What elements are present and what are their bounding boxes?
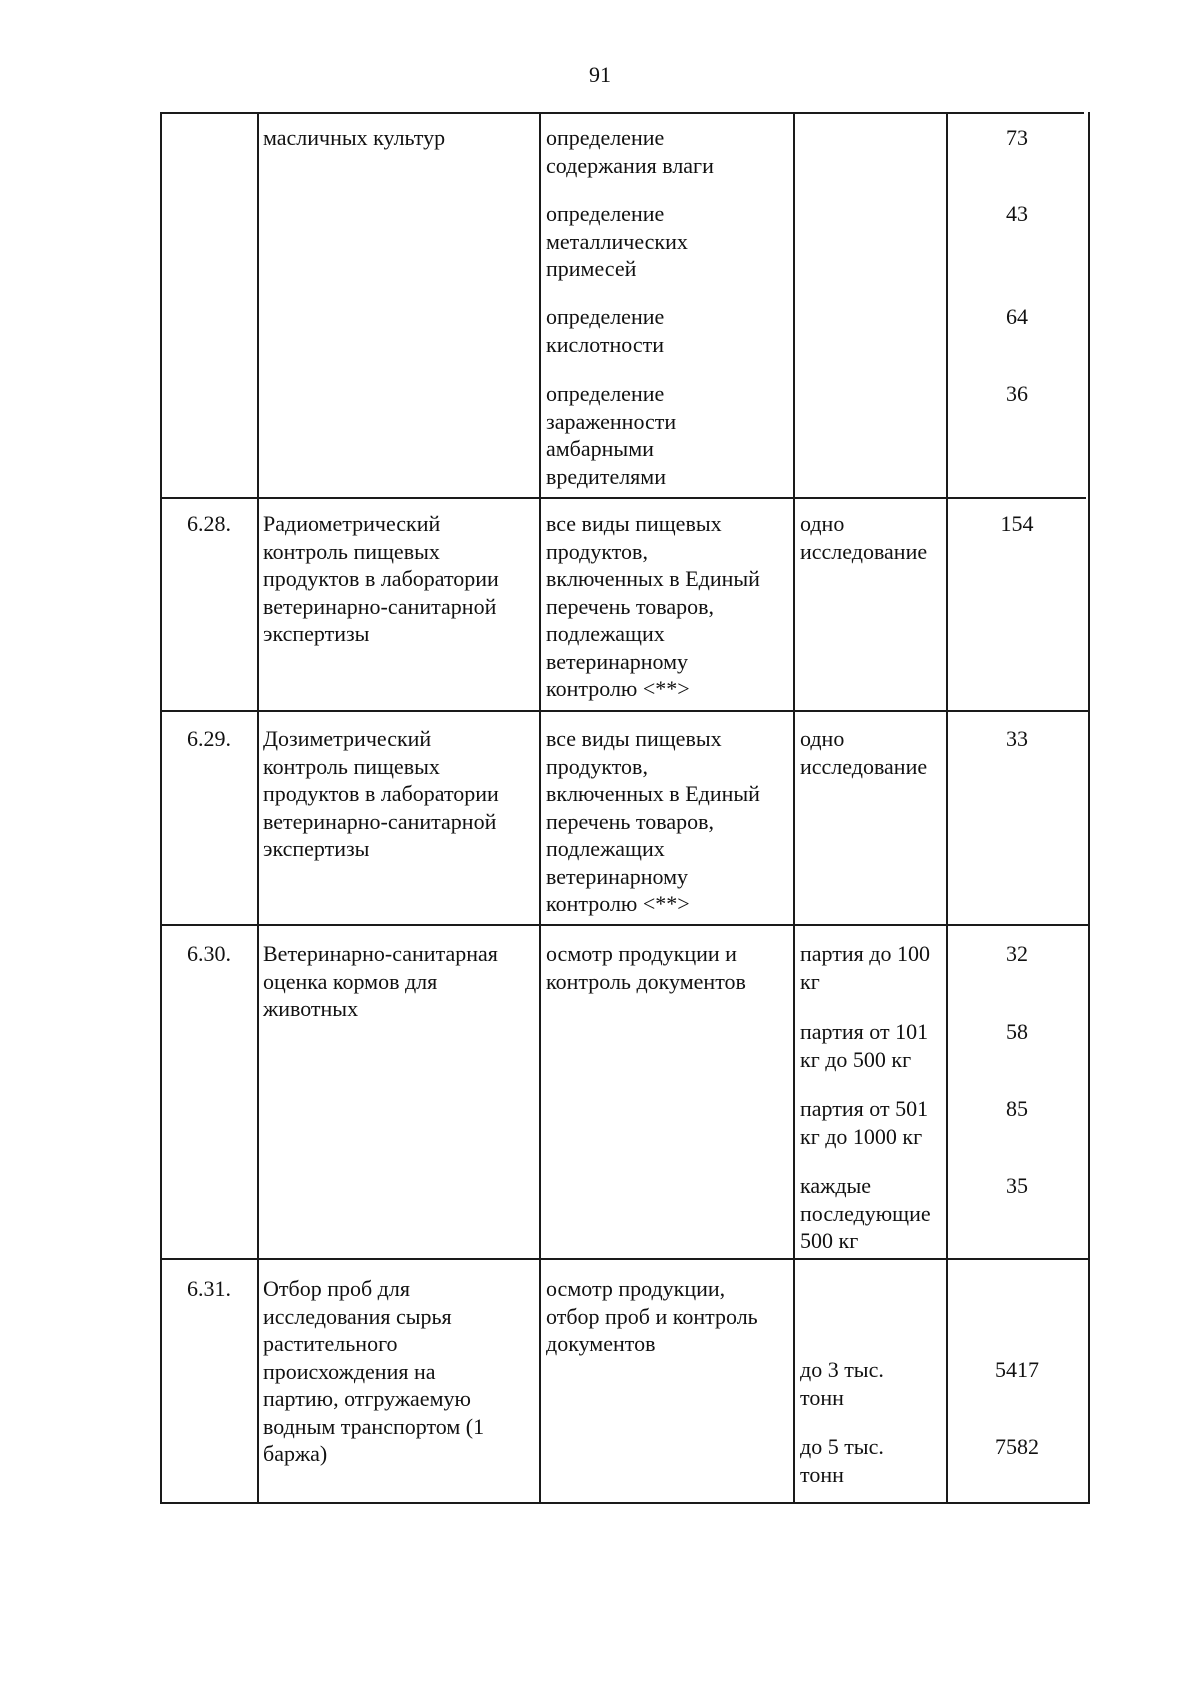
item-unit: одно исследование	[800, 511, 928, 564]
item-name: Дозиметрический контроль пищевых продуктов в лаборатории ветеринарно-санитарной экспертизы	[263, 726, 499, 861]
item-description: определение содержания влаги	[546, 125, 714, 178]
item-unit: каждые последующие 500 кг	[800, 1173, 931, 1253]
item-number: 6.29.	[187, 726, 231, 751]
item-price: 33	[1006, 726, 1028, 751]
item-unit: партия от 501 кг до 1000 кг	[800, 1096, 929, 1149]
item-name: Отбор проб для исследования сырья растительного происхождения на партию, отгружаемую водным транспортом (1 баржа)	[263, 1276, 485, 1466]
row-divider	[160, 924, 1088, 926]
item-number: 6.28.	[187, 511, 231, 536]
row-divider	[160, 1258, 1090, 1260]
item-unit: до 3 тыс. тонн	[800, 1357, 884, 1410]
item-price: 36	[1006, 381, 1028, 406]
item-description: осмотр продукции и контроль документов	[546, 941, 746, 994]
item-description: все виды пищевых продуктов, включенных в Единый перечень товаров, подлежащих ветеринарному контролю <**>	[546, 726, 760, 916]
item-number: 6.31.	[187, 1276, 231, 1301]
item-price: 43	[1006, 201, 1028, 226]
item-description: все виды пищевых продуктов, включенных в Единый перечень товаров, подлежащих ветеринарному контролю <**>	[546, 511, 760, 701]
column-divider	[946, 112, 948, 1502]
item-price: 154	[1000, 511, 1034, 536]
item-description: осмотр продукции, отбор проб и контроль документов	[546, 1276, 758, 1356]
item-price: 85	[1006, 1096, 1028, 1121]
item-price: 64	[1006, 304, 1028, 329]
item-description: определение металлических примесей	[546, 201, 688, 281]
item-price: 7582	[995, 1434, 1039, 1459]
row-divider	[160, 710, 1088, 712]
item-unit: партия от 101 кг до 500 кг	[800, 1019, 929, 1072]
item-name: Ветеринарно-санитарная оценка кормов для животных	[263, 941, 498, 1021]
item-description: определение кислотности	[546, 304, 665, 357]
column-divider	[257, 112, 259, 1502]
table-border-right	[1088, 112, 1090, 1502]
column-divider	[539, 112, 541, 1502]
item-description: определение зараженности амбарными вредителями	[546, 381, 677, 489]
column-divider	[793, 112, 795, 1502]
item-price: 58	[1006, 1019, 1028, 1044]
item-price: 73	[1006, 125, 1028, 150]
item-price: 32	[1006, 941, 1028, 966]
item-price: 35	[1006, 1173, 1028, 1198]
page-number: 91	[589, 62, 611, 87]
table-border-bottom	[160, 1502, 1090, 1504]
item-name: масличных культур	[263, 125, 446, 150]
item-number: 6.30.	[187, 941, 231, 966]
item-name: Радиометрический контроль пищевых продуктов в лаборатории ветеринарно-санитарной экспертизы	[263, 511, 499, 646]
item-unit: до 5 тыс. тонн	[800, 1434, 884, 1487]
item-unit: партия до 100 кг	[800, 941, 930, 994]
item-price: 5417	[995, 1357, 1039, 1382]
item-unit: одно исследование	[800, 726, 928, 779]
